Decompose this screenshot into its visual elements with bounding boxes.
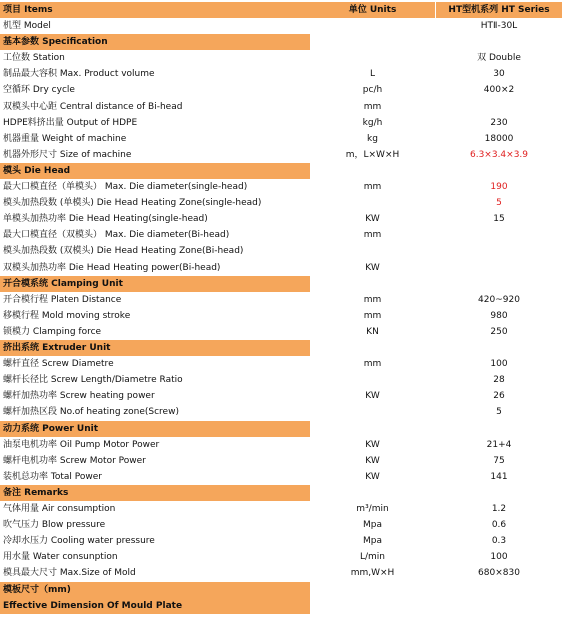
row-unit: L (369, 69, 375, 80)
row-unit: mm (363, 182, 382, 192)
row-item-label: 模头加热段数 (双模头) Die Head Heating Zone(Bi-head) (3, 246, 244, 257)
row-unit: mm (363, 310, 382, 321)
row-value: 420~920 (478, 294, 520, 305)
table-row (0, 211, 570, 227)
row-unit: kg/h (362, 117, 383, 128)
row-item-label: 螺杆电机功率 Screw Motor Power (3, 455, 146, 466)
table-row (0, 18, 570, 34)
row-unit: mm (363, 294, 382, 305)
row-item-label: 空循环 Dry cycle (3, 85, 75, 96)
row-item-label: 模头加热段数 (单模头) Die Head Heating Zone(single-head) (3, 198, 262, 209)
table-row (0, 66, 570, 82)
table-row (0, 356, 570, 372)
row-unit: pc/h (362, 85, 383, 96)
row-item-label: 移模行程 Mold moving stroke (3, 310, 131, 321)
table-row (0, 324, 570, 340)
table-row (0, 533, 570, 549)
row-value: 680×830 (478, 568, 520, 579)
row-value: 30 (493, 69, 505, 80)
row-item-label: 模具最大尺寸 Max.Size of Mold (3, 568, 136, 579)
table-row (0, 292, 570, 308)
row-unit: m，L×W×H (345, 149, 400, 160)
row-item-label: 螺杆长径比 Screw Length/Diametre Ratio (3, 375, 183, 386)
row-value (436, 260, 562, 276)
row-item-label: 机器重量 Weight of machine (3, 133, 127, 144)
row-item-label: 开合模行程 Platen Distance (3, 294, 122, 305)
section-header-row (0, 598, 570, 614)
table-row (0, 308, 570, 324)
row-item-label: 锁模力 Clamping force (3, 326, 102, 337)
table-row (0, 227, 570, 243)
row-unit: Mpa (363, 520, 382, 531)
row-item-label: 螺杆加热功率 Screw heating power (3, 391, 155, 402)
row-value: 15 (493, 214, 505, 225)
row-value: 250 (490, 326, 508, 337)
row-unit: mm (363, 230, 382, 241)
row-value (436, 243, 562, 259)
row-unit (310, 243, 435, 259)
section-title: 模头 Die Head (0, 163, 310, 179)
row-item-label: 气体用量 Air consumption (3, 504, 116, 514)
table-row (0, 388, 570, 404)
table-row (0, 115, 570, 131)
table-row (0, 469, 570, 485)
section-header-row (0, 485, 570, 501)
row-item-label: 工位数 Station (3, 53, 65, 64)
table-row (0, 99, 570, 115)
table-row (0, 260, 570, 276)
row-item-label: 机器外形尺寸 Size of machine (3, 149, 132, 160)
section-header-row (0, 421, 570, 437)
row-unit: KW (365, 455, 380, 466)
section-title: 开合模系统 Clamping Unit (0, 276, 310, 292)
row-value: 21+4 (486, 439, 512, 450)
row-value: 28 (493, 375, 505, 386)
table-row (0, 195, 570, 211)
row-value: 400×2 (483, 85, 515, 96)
row-unit: Mpa (363, 536, 382, 547)
header-series: HT型机系列 HT Series (436, 2, 562, 18)
table-row (0, 453, 570, 469)
table-row (0, 147, 570, 163)
row-unit: kg (367, 133, 378, 144)
row-item-label: 单模头加热功率 Die Head Heating(single-head) (3, 214, 208, 225)
section-title: 动力系统 Power Unit (0, 421, 310, 437)
section-title: 基本参数 Specification (0, 34, 310, 50)
row-unit (310, 372, 435, 388)
row-item-label: 装机总功率 Total Power (3, 471, 102, 482)
row-value: 100 (490, 552, 508, 563)
table-header (0, 2, 570, 18)
row-item-label: 双模头加热功率 Die Head Heating power(Bi-head) (3, 262, 221, 273)
row-unit: KN (366, 326, 379, 337)
row-value: 230 (490, 117, 508, 128)
row-item-label: 最大口模直径（单模头） Max. Die diameter(single-head) (3, 182, 248, 192)
row-unit: KW (365, 214, 380, 225)
row-item-label: 双模头中心距 Central distance of Bi-head (3, 101, 183, 112)
section-header-row (0, 582, 570, 598)
table-row (0, 517, 570, 533)
row-value: 26 (493, 391, 505, 402)
row-unit: L/min (359, 552, 386, 563)
row-unit: KW (365, 262, 380, 273)
row-unit: mm (363, 101, 382, 112)
table-row (0, 549, 570, 565)
row-value: 100 (490, 359, 508, 370)
row-unit: mm,W×H (350, 568, 395, 579)
row-value: 190 (490, 182, 508, 192)
row-unit: KW (365, 471, 380, 482)
row-item-label: 油泵电机功率 Oil Pump Motor Power (3, 439, 160, 450)
row-unit: KW (365, 439, 380, 450)
row-value: 18000 (484, 133, 514, 144)
row-value: 5 (496, 198, 502, 209)
section-header-row (0, 34, 570, 50)
section-header-row (0, 276, 570, 292)
header-units: 单位 Units (310, 2, 435, 18)
row-value: 980 (490, 310, 508, 321)
row-value: 0.3 (491, 536, 507, 547)
row-unit (310, 18, 435, 34)
row-item-label: 螺杆加热区段 No.of heating zone(Screw) (3, 407, 179, 418)
table-row (0, 50, 570, 66)
table-row (0, 243, 570, 259)
row-item-label: 用水量 Water consunption (3, 552, 118, 563)
row-item-label: 吹气压力 Blow pressure (3, 520, 106, 531)
row-value: 6.3×3.4×3.9 (469, 149, 529, 160)
row-unit (310, 404, 435, 420)
section-header-row (0, 163, 570, 179)
row-value: 141 (490, 471, 508, 482)
table-row (0, 404, 570, 420)
row-unit (310, 195, 435, 211)
row-value: 1.2 (491, 504, 507, 514)
row-unit: KW (365, 391, 380, 402)
row-value: 双 Double (477, 53, 521, 64)
row-item-label: 机型 Model (3, 21, 51, 31)
row-value (436, 99, 562, 115)
row-item-label: 冷却水压力 Cooling water pressure (3, 536, 155, 547)
table-row (0, 501, 570, 517)
section-header-row (0, 340, 570, 356)
row-item-label: 最大口模直径（双模头） Max. Die diameter(Bi-head) (3, 230, 230, 241)
header-items: 项目 Items (0, 2, 310, 18)
row-item-label: 制品最大容积 Max. Product volume (3, 69, 155, 80)
row-unit (310, 50, 435, 66)
row-value (436, 227, 562, 243)
section-title: 挤出系统 Extruder Unit (0, 340, 310, 356)
table-row (0, 437, 570, 453)
section-title: Effective Dimension Of Mould Plate (0, 598, 310, 614)
row-value: 0.6 (491, 520, 507, 531)
row-item-label: HDPE料挤出量 Output of HDPE (3, 117, 138, 128)
row-unit: m³/min (356, 504, 389, 514)
section-title: 备注 Remarks (0, 485, 310, 501)
row-item-label: 螺杆直径 Screw Diametre (3, 359, 114, 370)
row-value: HTⅡ-30L (480, 21, 518, 31)
table-row (0, 131, 570, 147)
row-value: 5 (496, 407, 502, 418)
table-row (0, 82, 570, 98)
table-row (0, 179, 570, 195)
table-row (0, 372, 570, 388)
row-value: 75 (493, 455, 505, 466)
table-row (0, 565, 570, 581)
row-unit: mm (363, 359, 382, 370)
section-title: 模板尺寸（mm) (0, 582, 310, 598)
